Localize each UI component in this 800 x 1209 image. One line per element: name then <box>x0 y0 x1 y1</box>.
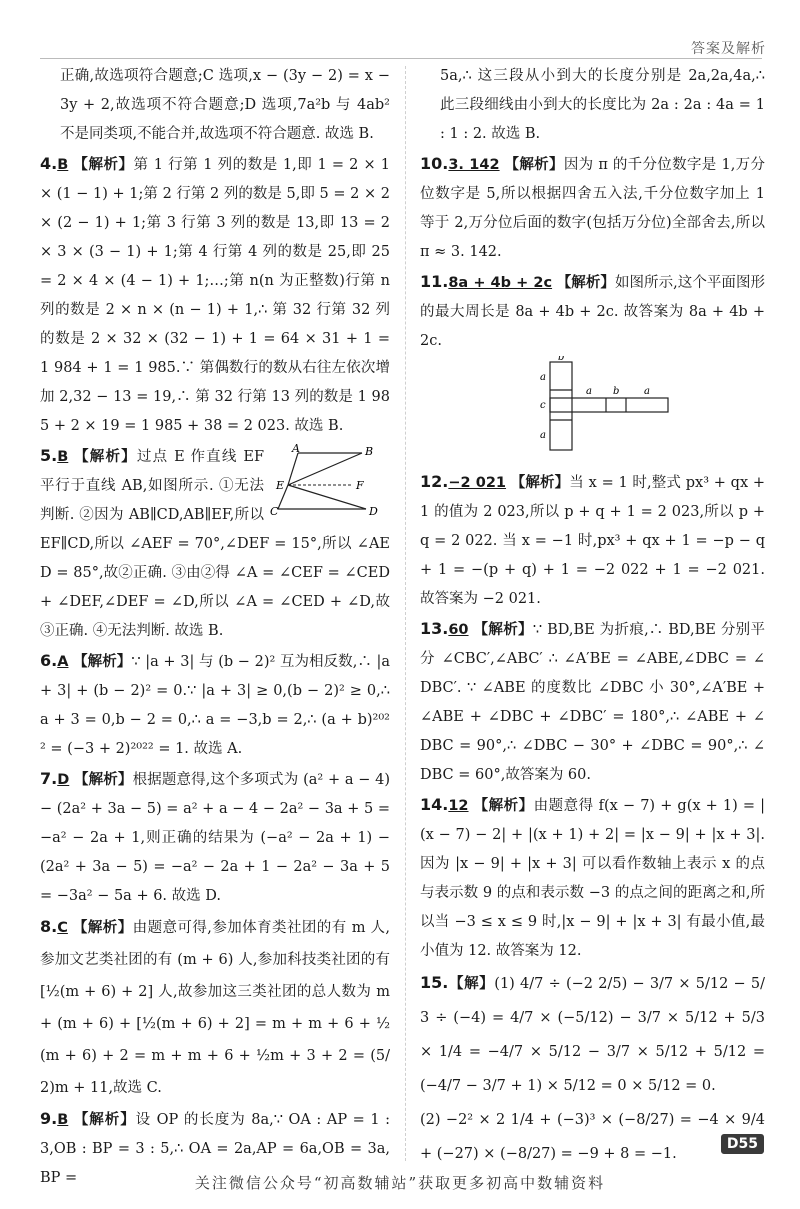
q4-answer: B <box>57 157 69 173</box>
q9-text: 设 OP 的长度为 8a,∵ OA : AP = 1 : 3,OB : BP = 3 : 5,∴ OA = 2a,AP = 6a,OB = 3a,BP = <box>40 1112 391 1186</box>
q10-answer: 3. 142 <box>448 157 500 173</box>
header-title: 答案及解析 <box>691 41 766 57</box>
right-column <box>420 62 765 1171</box>
fig11-label-b-top: b <box>557 356 564 363</box>
q6-answer: A <box>57 654 69 670</box>
fig5-label-E: E <box>276 479 285 492</box>
left-column <box>40 62 390 1193</box>
q4-text: 第 1 行第 1 列的数是 1,即 1 = 2 × 1 × (1 − 1) + 1;第 2 行第 2 列的数是 5,即 5 = 2 × 2 × (2 − 1) + 1;第 3 行第 3 列的数是 13,即 13 = 2 × 3 × (3 − 1) + 1;第 4 行第 4 列的数是 25,即 25 = 2 × 4 × (4 − 1) + 1;…;第 n(n 为正整数)行第 n 列的数是 2 × n × (n − 1) + 1,∴ 第 32 行第 32 列的数是 2 × 32 × (32 − 1) + 1 = 64 × 31 + 1 = 1 984 + 1 = 1 985.∵ 第偶数行的数从右往左依次增加 2,32 − 13 = 19,∴ 第 32 行第 13 列的数是 1 985 + 2 × 19 = 1 985 + 38 = 2 023. 故选 B. <box>40 157 390 434</box>
q9: 9.B 【解析】设 OP 的长度为 8a,∵ OA : AP = 1 : 3,OB : BP = 3 : 5,∴ OA = 2a,AP = 6a,OB = 3a,BP = <box>40 1109 391 1186</box>
q4: 4.B 【解析】第 1 行第 1 列的数是 1,即 1 = 2 × 1 × (1 − 1) + 1;第 2 行第 2 列的数是 5,即 5 = 2 × 2 × (2 − 1) + 1;第 3 行第 3 列的数是 13,即 13 = 2 × 3 × (3 − 1) + 1;第 4 行第 4 列的数是 25,即 25 = 2 × 4 × (4 − 1) + 1;…;第 n(n 为正整数)行第 n 列的数是 2 × n × (n − 1) + 1,∴ 第 32 行第 32 列的数是 2 × 32 × (32 − 1) + 1 = 64 × 31 + 1 = 1 984 + 1 = 1 985.∵ 第偶数行的数从右往左依次增加 2,32 − 13 = 19,∴ 第 32 行第 13 列的数是 1 985 + 2 × 19 = 1 985 + 38 = 2 023. 故选 B. <box>40 154 390 434</box>
fig11-label-a1: a <box>539 372 546 383</box>
fig11-label-c: c <box>539 400 546 411</box>
q14-text: 由题意得 f(x − 7) + g(x + 1) = |(x − 7) − 2| + |(x + 1) + 2| = |x − 9| + |x + 3|. 因为 |x − 9| + |x + 3| 可以看作数轴上表示 x 的点与表示数 9 的点和表示数 −3 的点之间的距离之和,所以当 −3 ≤ x ≤ 9 时,|x − 9| + |x + 3| 有最小值,最小值为 12. 故答案为 12. <box>420 798 766 959</box>
fig11-label-a3: a <box>585 386 592 397</box>
q13: 13.60 【解析】∵ BD,BE 为折痕,∴ BD,BE 分别平分 ∠CBC′,∠ABC′ ∴ ∠A′BE = ∠ABE,∠DBC = ∠DBC′. ∵ ∠ABE 的度数比 ∠DBC 小 30°,∠A′BE + ∠ABE + ∠DBC + ∠DBC′ = 180°,∴ ∠ABE + ∠DBC = 90°,∴ ∠DBC − 30° + ∠DBC = 90°,∴ ∠DBC = 60°,故答案为 60. <box>420 619 766 783</box>
fig11-label-a2: a <box>539 430 546 441</box>
header-rule <box>40 58 762 59</box>
q7-text: 根据题意得,这个多项式为 (a² + a − 4) − (2a² + 3a − 5) = a² + a − 4 − 2a² − 3a + 5 = −a² − 2a + 1,则正确的结果为 (−a² − 2a + 1) − (2a² + 3a − 5) = −a² − 2a + 1 − 2a² − 3a + 5 = −3a² − 5a + 6. 故选 D. <box>40 772 391 904</box>
q11: 11.8a + 4b + 2c 【解析】如图所示,这个平面图形的最大周长是 8a + 4b + 2c. 故答案为 8a + 4b + 2c. <box>420 272 766 349</box>
q6-text: ∵ |a + 3| 与 (b − 2)² 互为相反数,∴ |a + 3| + (b − 2)² = 0.∵ |a + 3| ≥ 0,(b − 2)² ≥ 0,∴ a + 3 = 0,b − 2 = 0,∴ a = −3,b = 2,∴ (a + b)²⁰²² = (−3 + 2)²⁰²² = 1. 故选 A. <box>40 654 391 757</box>
q10-text: 因为 π 的千分位数字是 1,万分位数字是 5,所以根据四舍五入法,千分位数字加上 1 等于 2,万分位后面的数字(包括万分位)全部舍去,所以 π ≈ 3. 142. <box>420 157 765 260</box>
page-number: D55 <box>721 1134 764 1154</box>
q14: 14.12 【解析】由题意得 f(x − 7) + g(x + 1) = |(x − 7) − 2| + |(x + 1) + 2| = |x − 9| + |x + 3|. 因为 |x − 9| + |x + 3| 可以看作数轴上表示 x 的点与表示数 9 的点和表示数 −3 的点之间的距离之和,所以当 −3 ≤ x ≤ 9 时,|x − 9| + |x + 3| 有最小值,最小值为 12. 故答案为 12. <box>420 795 766 959</box>
q10: 10.3. 142 【解析】因为 π 的千分位数字是 1,万分位数字是 5,所以根据四舍五入法,千分位数字加上 1 等于 2,万分位后面的数字(包括万分位)全部舍去,所以 π ≈ 3. 142. <box>420 154 765 260</box>
fig5-label-D: D <box>369 505 378 518</box>
fig11-label-a4: a <box>643 386 650 397</box>
q5-figure <box>270 443 390 523</box>
q6: 6.A 【解析】∵ |a + 3| 与 (b − 2)² 互为相反数,∴ |a + 3| + (b − 2)² = 0.∵ |a + 3| ≥ 0,(b − 2)² ≥ 0,∴ a + 3 = 0,b − 2 = 0,∴ a = −3,b = 2,∴ (a + b)²⁰²² = (−3 + 2)²⁰²² = 1. 故选 A. <box>40 651 391 757</box>
q5-answer: B <box>57 449 69 465</box>
fig11-label-b2: b <box>612 386 619 397</box>
q11-answer: 8a + 4b + 2c <box>448 275 553 291</box>
q11-text: 如图所示,这个平面图形的最大周长是 8a + 4b + 2c. 故答案为 8a + 4b + 2c. <box>420 275 766 349</box>
q7-answer: D <box>57 772 70 788</box>
q15-part1: (1) 4/7 ÷ (−2 2/5) − 3/7 × 5/12 − 5/3 ÷ (−4) = 4/7 × (−5/12) − 3/7 × 5/12 + 5/3 × 1/4 = −4/7 × 5/12 − 3/7 × 5/12 + 5/12 = (−4/7 − 3/7 + 1) × 5/12 = 0 × 5/12 = 0. <box>420 976 765 1094</box>
fig5-label-B: B <box>365 445 374 458</box>
footer-note: 关注微信公众号“初高数辅站”获取更多初高中数辅资料 <box>194 1174 606 1192</box>
q13-answer: 60 <box>448 622 469 638</box>
q11-figure <box>508 356 678 456</box>
q5-text-a: 过点 E 作直线 EF 平行于直线 AB,如图所示. ①无法判断. ②因为 AB∥CD,AB∥EF,所以 <box>40 449 265 523</box>
q9-answer: B <box>57 1112 69 1128</box>
fig5-label-C: C <box>270 505 279 518</box>
q7: 7.D 【解析】根据题意得,这个多项式为 (a² + a − 4) − (2a² + 3a − 5) = a² + a − 4 − 2a² − 3a + 5 = −a² − 2a + 1,则正确的结果为 (−a² − 2a + 1) − (2a² + 3a − 5) = −a² − 2a + 1 − 2a² − 3a + 5 = −3a² − 5a + 6. 故选 D. <box>40 769 391 904</box>
q8-text: 由题意可得,参加体育类社团的有 m 人,参加文艺类社团的有 (m + 6) 人,参加科技类社团的有 [½(m + 6) + 2] 人,故参加这三类社团的总人数为 m + (m + 6) + [½(m + 6) + 2] = m + m + 6 + ½(m + 6) + 2 = m + m + 6 + ½m + 3 + 2 = (5/2)m + 11,故选 C. <box>40 920 391 1096</box>
q14-answer: 12 <box>448 798 469 814</box>
q15: 15.【解】(1) 4/7 ÷ (−2 2/5) − 3/7 × 5/12 − 5/3 ÷ (−4) = 4/7 × (−5/12) − 3/7 × 5/12 + 5/3 × 1/4 = −4/7 × 5/12 − 3/7 × 5/12 + 5/12 = (−4/7 − 3/7 + 1) × 5/12 = 0 × 5/12 = 0. <box>420 973 765 1094</box>
q5-text-b: EF∥CD,所以 ∠AEF = 70°,∠DEF = 15°,所以 ∠AED = 85°,故②正确. ③由②得 ∠A = ∠CEF = ∠CED + ∠DEF,∠DEF = ∠D,所以 ∠A = ∠CED + ∠D,故③正确. ④无法判断. 故选 B. <box>40 536 390 639</box>
q9-continued: 5a,∴ 这三段从小到大的长度分别是 2a,2a,4a,∴ 此三段细线由小到大的长度比为 2a : 2a : 4a = 1 : 1 : 2. 故选 B. <box>440 68 765 142</box>
intro-text: 正确,故选项符合题意;C 选项,x − (3y − 2) = x − 3y + 2,故选项不符合题意;D 选项,7a²b 与 4ab² 不是同类项,不能合并,故选项不符合题意. 故选 B. <box>60 68 390 142</box>
q15-part2: (2) −2² × 2 1/4 + (−3)³ × (−8/27) = −4 × 9/4 + (−27) × (−8/27) = −9 + 8 = −1. <box>420 1112 765 1162</box>
q12: 12.−2 021 【解析】当 x = 1 时,整式 px³ + qx + 1 的值为 2 023,所以 p + q + 1 = 2 023,所以 p + q = 2 022. 当 x = −1 时,px³ + qx + 1 = −p − q + 1 = −(p + q) + 1 = −2 022 + 1 = −2 021. 故答案为 −2 021. <box>420 472 766 607</box>
fig5-label-A: A <box>292 443 300 455</box>
q5-block: A B E F C D 5.B 【解析】过点 E 作直线 EF 平行于直线 AB,如图所示. ①无法判断. ②因为 AB∥CD,AB∥EF,所以 EF∥CD,所以 ∠AEF = 70°,∠DEF = 15°,所以 ∠AED = 85°,故②正确. ③由②得 ∠A = ∠CEF = ∠CED + ∠DEF,∠DEF = ∠D,所以 ∠A = ∠CED + ∠D,故③正确. ④无法判断. 故选 B. <box>40 443 390 639</box>
q13-text: ∵ BD,BE 为折痕,∴ BD,BE 分别平分 ∠CBC′,∠ABC′ ∴ ∠A′BE = ∠ABE,∠DBC = ∠DBC′. ∵ ∠ABE 的度数比 ∠DBC 小 30°,∠A′BE + ∠ABE + ∠DBC + ∠DBC′ = 180°,∴ ∠ABE + ∠DBC = 90°,∴ ∠DBC − 30° + ∠DBC = 90°,∴ ∠DBC = 60°,故答案为 60. <box>420 622 766 783</box>
fig5-label-F: F <box>356 479 364 492</box>
q8-answer: C <box>57 920 68 936</box>
column-divider <box>405 66 406 1161</box>
q8: 8.C 【解析】由题意可得,参加体育类社团的有 m 人,参加文艺类社团的有 (m + 6) 人,参加科技类社团的有 [½(m + 6) + 2] 人,故参加这三类社团的总人数为 m + (m + 6) + [½(m + 6) + 2] = m + m + 6 + ½(m + 6) + 2 = m + m + 6 + ½m + 3 + 2 = (5/2)m + 11,故选 C. <box>40 917 391 1096</box>
q12-text: 当 x = 1 时,整式 px³ + qx + 1 的值为 2 023,所以 p + q + 1 = 2 023,所以 p + q = 2 022. 当 x = −1 时,px³ + qx + 1 = −p − q + 1 = −(p + q) + 1 = −2 022 + 1 = −2 021. 故答案为 −2 021. <box>420 475 766 607</box>
q12-answer: −2 021 <box>448 475 507 491</box>
